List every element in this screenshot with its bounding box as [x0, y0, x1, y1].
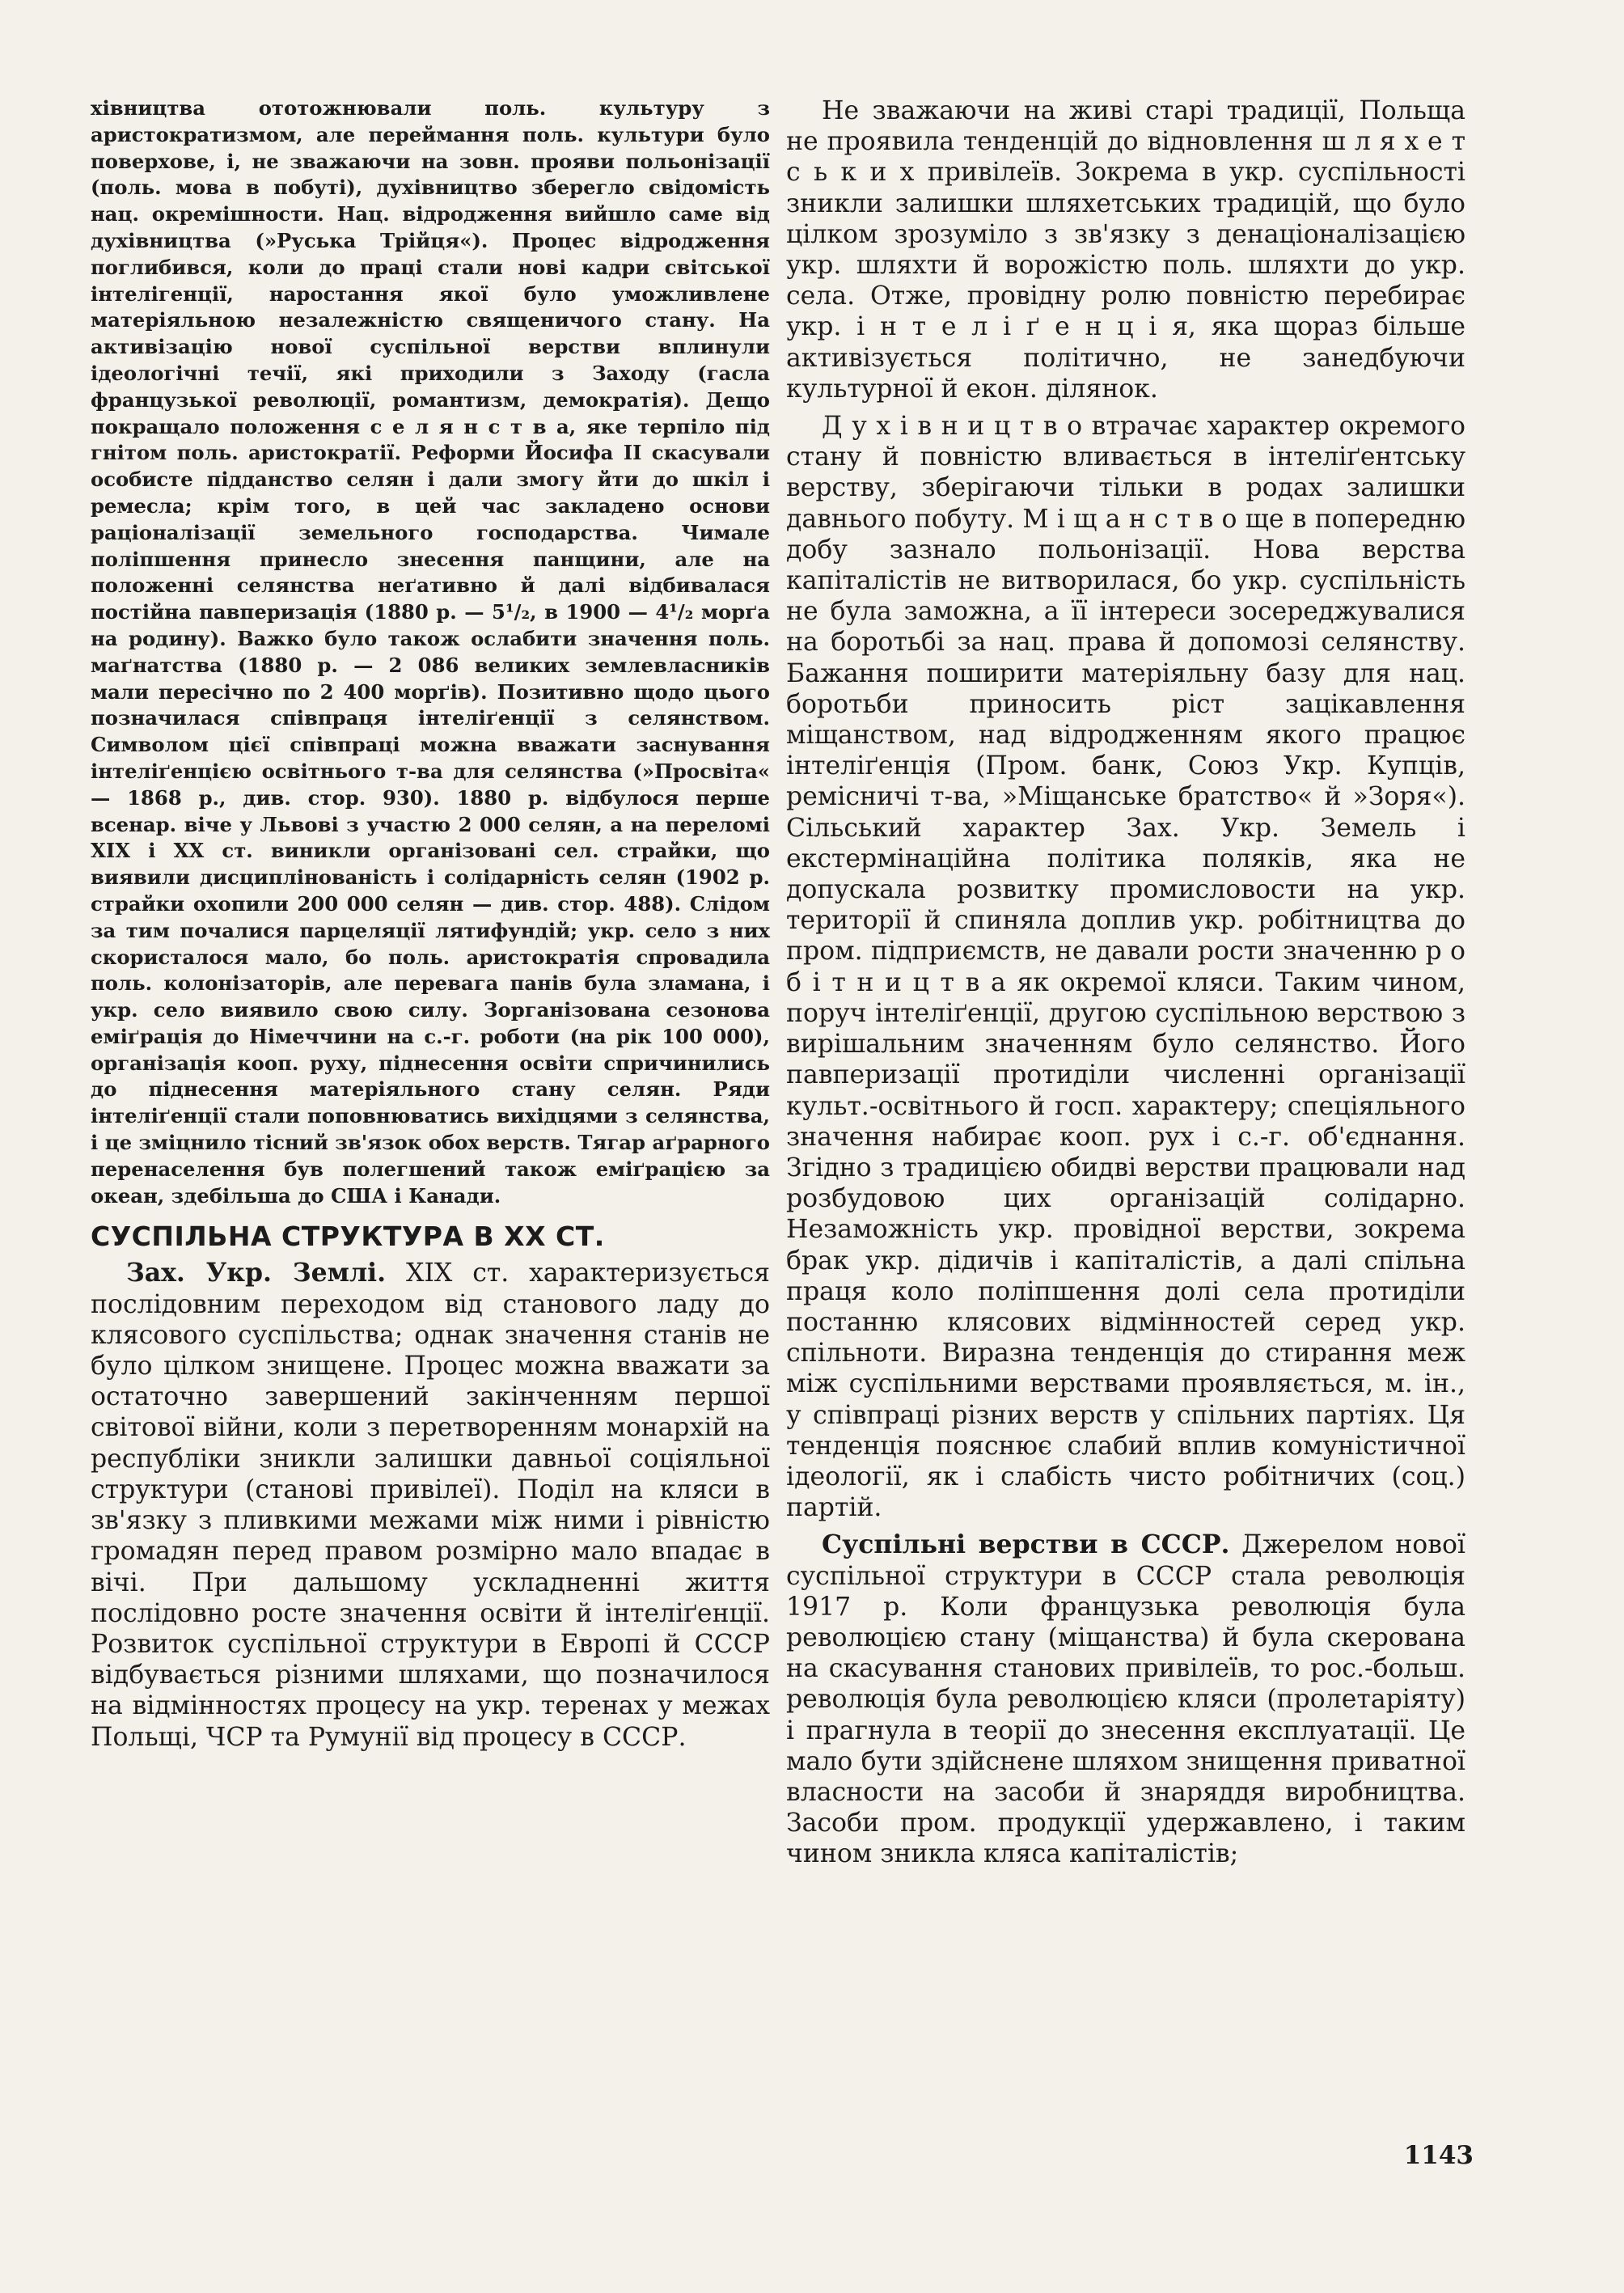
left-section-text: XIX ст. характеризується послідовним переходом від станового ладу до клясового суспільства; однак значення станів не було цілком знищене. Процес можна вважати за остаточно завершений закінченням першої світової війни, коли з перетворенням монархій на республіки зникли залишки давньої соціяльної структури (станові привілеї). Поділ на кляси в зв'язку з пливкими межами між ними і рівністю громадян перед правом розмірно мало впадає в вічі. При дальшому ускладненні життя послідовно росте значення освіти й інтеліґенції. Розвиток суспільної структури в Европі й СССР відбувається різними шляхами, що позначилося на відмінностях процесу на укр. теренах у межах Польщі, ЧСР та Румунії від процесу в СССР. [91, 1259, 771, 1752]
left-column-small-text [91, 95, 770, 1209]
right-paragraph-1: Не зважаючи на живі старі традиції, Польща не проявила тенденцій до відновлення ш л я х е т с ь к и х привілеїв. Зокрема в укр. суспільності зникли залишки шляхетських традицій, що було цілком зрозуміло з зв'язку з денаціоналізацією укр. шляхти й ворожістю поль. шляхти до укр. села. Отже, провідну ролю повністю перебирає укр. і н т е л і ґ е н ц і я, яка щораз більше активізується політично, не занедбуючи культурної й екон. ділянок. [786, 96, 1465, 404]
right-column [786, 95, 1465, 1870]
section-heading: СУСПІЛЬНА СТРУКТУРА В XX СТ. [91, 1221, 605, 1253]
left-paragraph-1: хівництва ототожнювали поль. культуру з аристократизмом, але переймання поль. культури було поверхове, і, не зважаючи на зовн. прояви польонізації (поль. мова в побуті), духівництво зберегло свідомість нац. окремішности. Нац. відродження вийшло саме від духівництва (»Руська Трійця«). Процес відродження поглибився, коли до праці стали нові кадри світської інтелігенції, наростання якої було уможливлене матеріяльною незалежністю священичого стану. На активізацію нової суспільної верстви вплинули ідеологічні течії, які приходили з Заходу (гасла французької революції, романтизм, демократія). Дещо покращало положення с е л я н с т в а, яке терпіло під гнітом поль. аристократії. Реформи Йосифа II скасували особисте підданство селян і дали змогу йти до шкіл і ремесла; крім того, в цей час закладено основи раціоналізації земельного господарства. Чимале поліпшення принесло знесення панщини, але на положенні селянства неґативно й далі відбивалася постійна павперизація (1880 р. — 5¹/₂, в 1900 — 4¹/₂ морґа на родину). Важко було також ослабити значення поль. маґнатства (1880 р. — 2 086 великих землевласників мали пересічно по 2 400 морґів). Позитивно щодо цього позначилася співпраця інтеліґенції з селянством. Символом цієї співпраці можна вважати заснування інтеліґенцією освітнього т-ва для селянства (»Просвіта« — 1868 р., див. стор. 930). 1880 р. відбулося перше всенар. віче у Львові з участю 2 000 селян, а на переломі XIX і XX ст. виникли організовані сел. страйки, що виявили дисциплінованість і солідарність селян (1902 р. страйки охопили 200 000 селян — див. стор. 488). Слідом за тим почалися парцеляції лятифундій; укр. село з них скористалося мало, бо поль. аристократія спровадила поль. колонізаторів, але перевага панів була зламана, і укр. село виявило свою силу. Зорганізована сезонова еміґрація до Німеччини на с.-г. роботи (на рік 100 000), організація кооп. руху, піднесення освіти спричинились до піднесення матеріяльного стану селян. Ряди інтеліґенції стали поповнюватись вихідцями з селянства, і це зміцнило тісний зв'язок обох верств. Тягар аґрарного перенаселення був полегшений також еміґрацією за океан, здебільша до США і Канади. [91, 96, 771, 1208]
left-section-paragraph [91, 1258, 770, 1752]
left-section-runin: Зах. Укр. Землі. [126, 1258, 387, 1288]
right-paragraph-3-runin: Суспільні верстви в СССР. [822, 1529, 1230, 1560]
right-column-text [786, 95, 1465, 1870]
left-column-large-text [91, 1258, 770, 1752]
page-number: 1143 [1403, 2141, 1474, 2170]
right-paragraph-3-text: Джерелом нової суспільної структури в СССР стала революція 1917 р. Коли французька революція була революцією стану (міщанства) й була скерована на скасування станових привілеїв, то рос.-больш. революція була революцією кляси (пролетаріяту) і прагнула в теорії до знесення експлуатації. Це мало бути здійснене шляхом знищення приватної власности на засоби й знаряддя виробництва. Засоби пром. продукції удержавлено, і таким чином зникла кляса капіталістів; [786, 1530, 1466, 1869]
right-paragraph-3 [786, 1529, 1465, 1869]
left-column [91, 95, 770, 1753]
right-paragraph-2: Д у х і в н и ц т в о втрачає характер окремого стану й повністю вливається в інтеліґентську верству, зберігаючи тільки в родах залишки давнього побуту. М і щ а н с т в о ще в попередню добу зазнало польонізації. Нова верства капіталістів не витворилася, бо укр. суспільність не була заможна, а її інтереси зосереджувалися на боротьбі за нац. права й допомозі селянству. Бажання поширити матеріяльну базу для нац. боротьби приносить ріст зацікавлення міщанством, над відродженням якого працює інтеліґенція (Пром. банк, Союз Укр. Купців, ремісничі т-ва, »Міщанське братство« й »Зоря«). Сільський характер Зах. Укр. Земель і екстермінаційна політика поляків, яка не допускала розвитку промисловости на укр. території й спиняла доплив укр. робітництва до пром. підприємств, не давали рости значенню р о б і т н и ц т в а як окремої кляси. Таким чином, поруч інтеліґенції, другою суспільною верствою з вирішальним значенням було селянство. Його павперизації протиділи численні організації культ.-освітнього й госп. характеру; спеціяльного значення набирає кооп. рух і с.-г. об'єднання. Згідно з традицією обидві верстви працювали над розбудовою цих організацій солідарно. Незаможність укр. провідної верстви, зокрема брак укр. дідичів і капіталістів, а далі спільна праця коло поліпшення долі села протиділи постанню клясових відмінностей серед укр. спільноти. Виразна тенденція до стирання меж між суспільними верствами проявляється, м. ін., у співпраці різних верств у спільних партіях. Ця тенденція пояснює слабий вплив комуністичної ідеології, як і слабість чисто робітничих (соц.) партій. [786, 412, 1465, 1523]
